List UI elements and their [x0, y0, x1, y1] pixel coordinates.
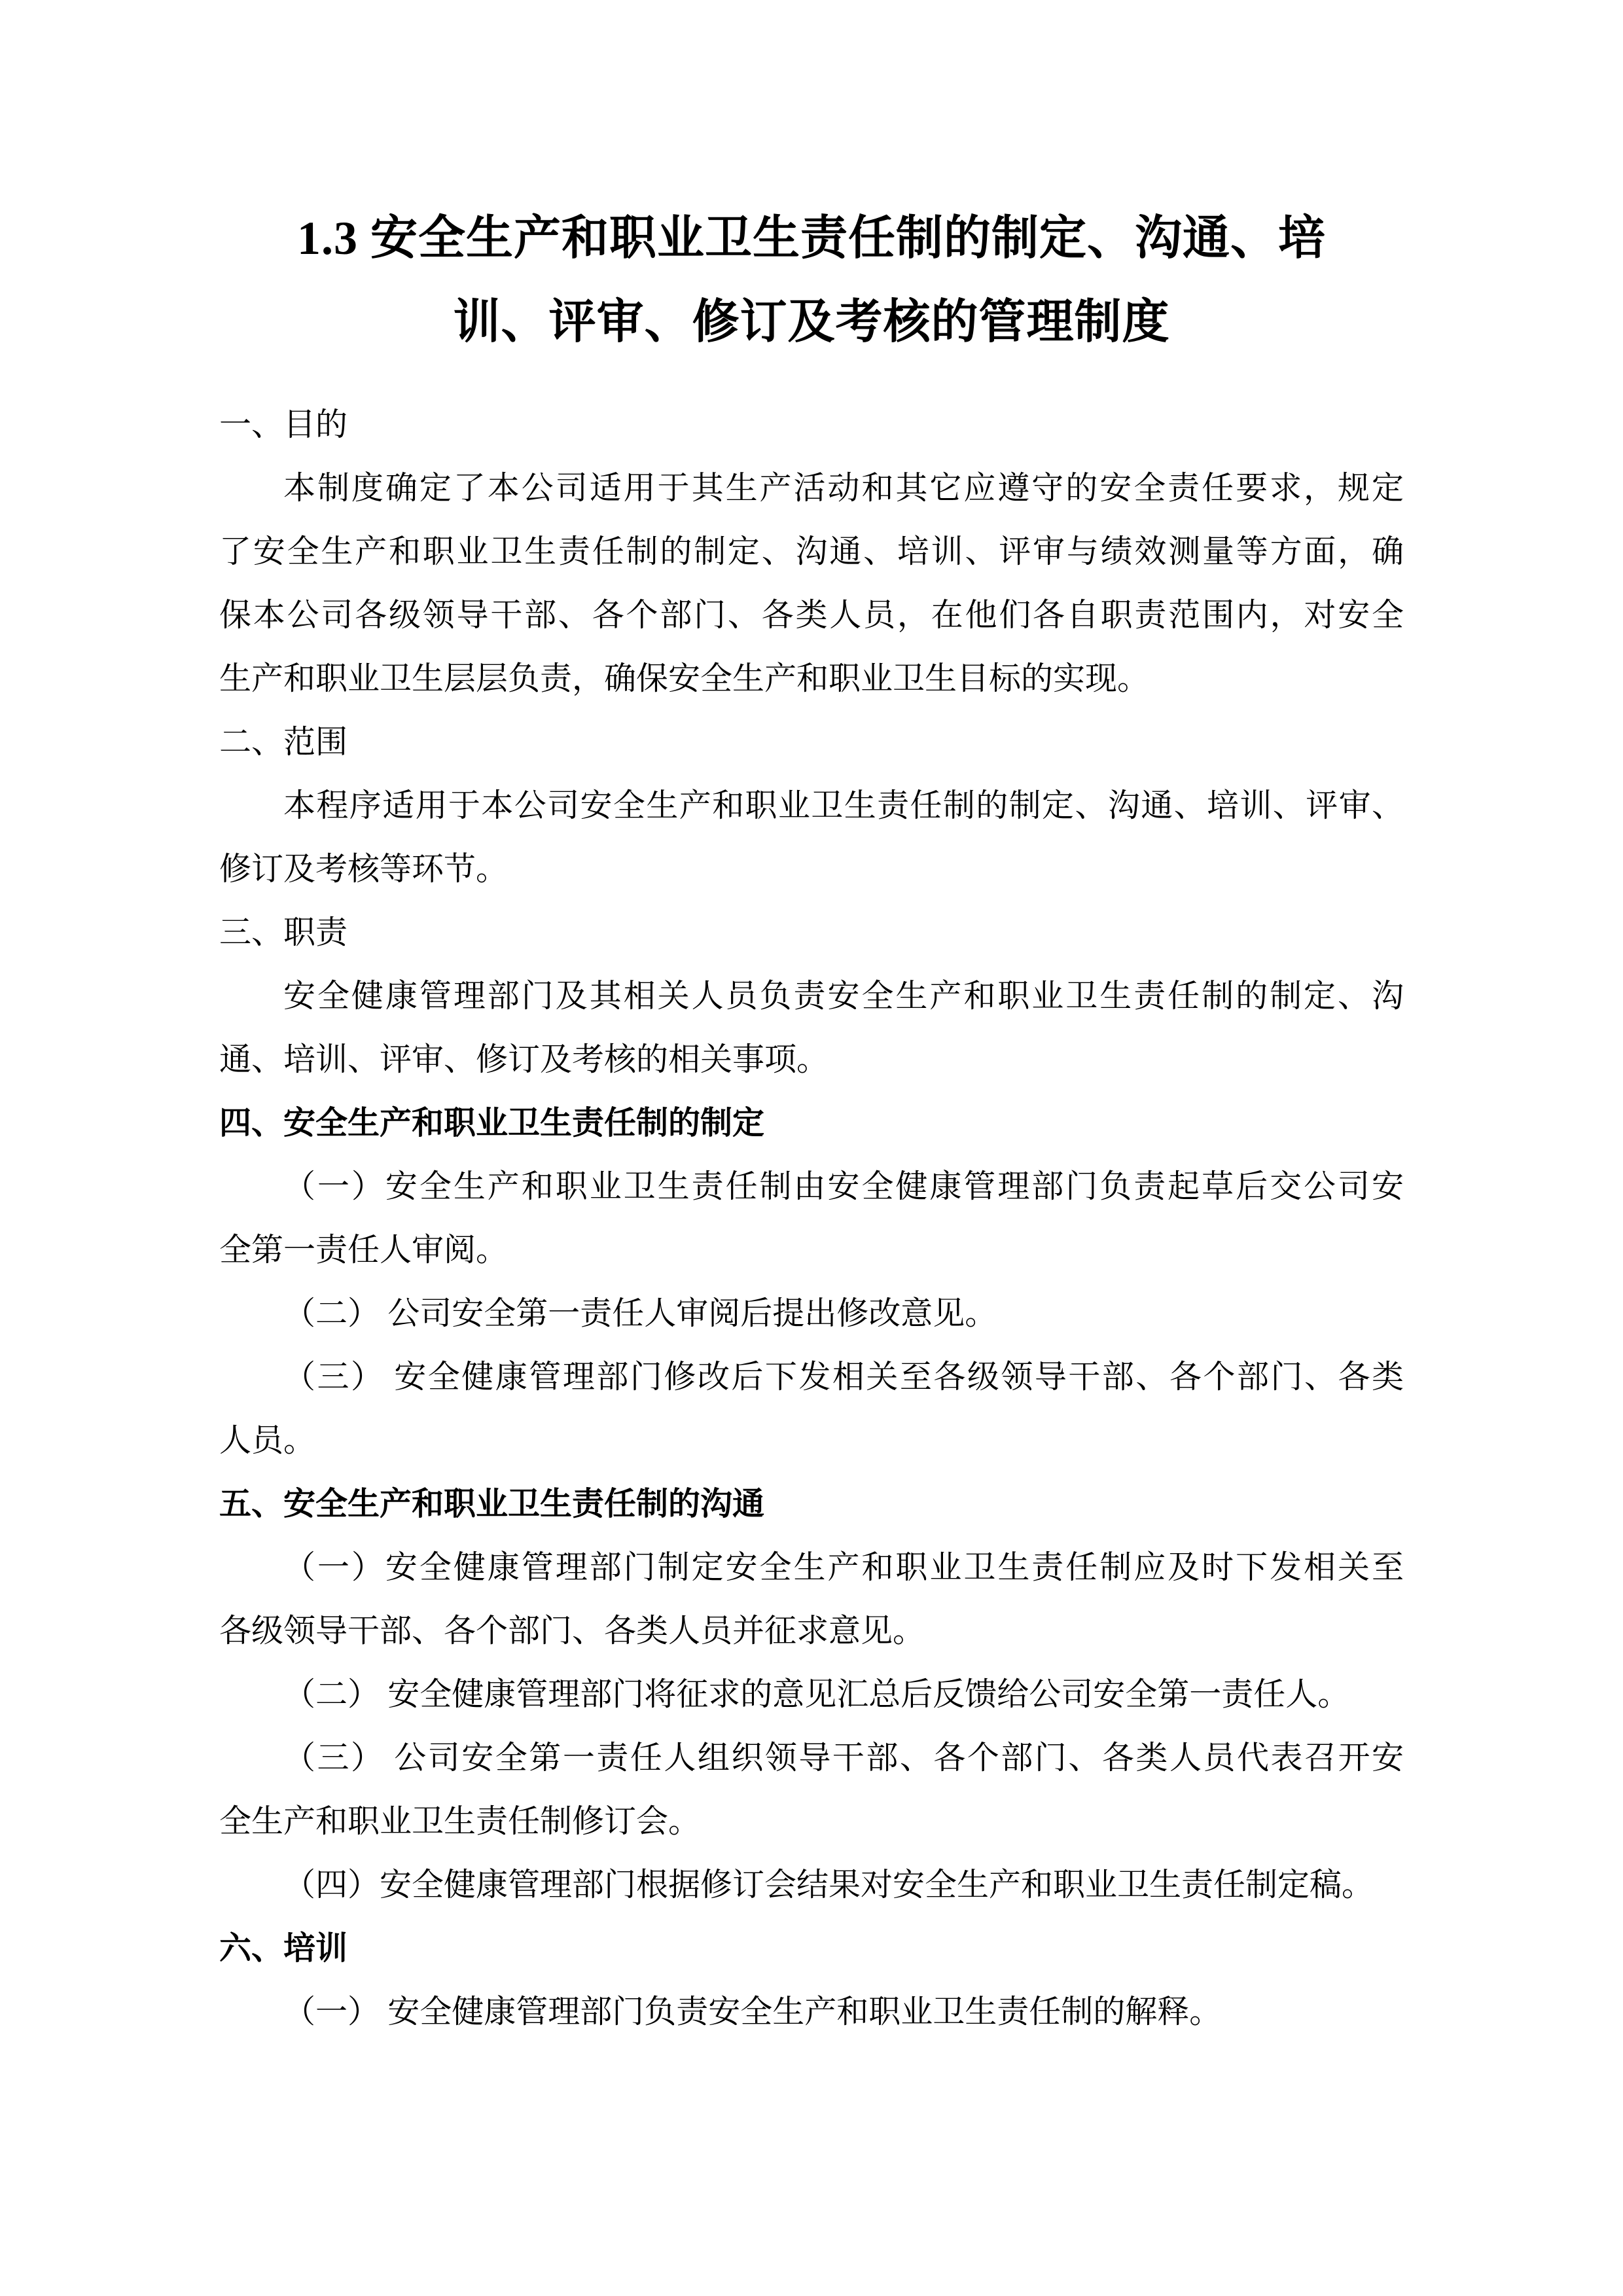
heading-training: 六、培训: [219, 1930, 348, 1966]
para-training-item1: （一） 安全健康管理部门负责安全生产和职业卫生责任制的解释。: [283, 1994, 1222, 2030]
para-purpose-line-1: 本制度确定了本公司适用于其生产活动和其它应遵守的安全责任要求，规定: [283, 470, 1404, 506]
para-purpose-line-2: 了安全生产和职业卫生责任制的制定、沟通、培训、评审与绩效测量等方面，确: [219, 533, 1404, 569]
document-title: [0, 0, 1623, 364]
heading-scope: 二、范围: [219, 724, 348, 760]
para-purpose-line-3: 保本公司各级领导干部、各个部门、各类人员，在他们各自职责范围内，对安全: [219, 597, 1404, 633]
para-scope-line-2: 修订及考核等环节。: [219, 851, 508, 887]
heading-communication: 五、安全生产和职业卫生责任制的沟通: [219, 1486, 765, 1522]
para-communication-item4: （四）安全健康管理部门根据修订会结果对安全生产和职业卫生责任制定稿。: [283, 1867, 1374, 1903]
para-formulation-item3-line2: 人员。: [219, 1422, 316, 1458]
para-communication-item3-line1: （三） 公司安全第一责任人组织领导干部、各个部门、各类人员代表召开安: [283, 1740, 1404, 1776]
para-communication-item1-line1: （一）安全健康管理部门制定安全生产和职业卫生责任制应及时下发相关至: [283, 1549, 1404, 1585]
para-formulation-item1-line1: （一）安全生产和职业卫生责任制由安全健康管理部门负责起草后交公司安: [283, 1168, 1404, 1204]
para-communication-item1-line2: 各级领导干部、各个部门、各类人员并征求意见。: [219, 1613, 925, 1649]
para-formulation-item2: （二） 公司安全第一责任人审阅后提出修改意见。: [283, 1295, 997, 1331]
para-formulation-item1-line2: 全第一责任人审阅。: [219, 1232, 508, 1268]
para-purpose-line-4: 生产和职业卫生层层负责，确保安全生产和职业卫生目标的实现。: [219, 660, 1150, 696]
heading-responsibility: 三、职责: [219, 914, 348, 950]
title-line-2: 训、评审、修订及考核的管理制度: [453, 296, 1170, 348]
para-communication-item2: （二） 安全健康管理部门将征求的意见汇总后反馈给公司安全第一责任人。: [283, 1676, 1350, 1712]
document-body: [0, 393, 1623, 2043]
para-scope-line-1: 本程序适用于本公司安全生产和职业卫生责任制的制定、沟通、培训、评审、: [283, 787, 1404, 823]
para-formulation-item3-line1: （三） 安全健康管理部门修改后下发相关至各级领导干部、各个部门、各类: [283, 1359, 1404, 1395]
para-communication-item3-line2: 全生产和职业卫生责任制修订会。: [219, 1803, 701, 1839]
para-responsibility-line-1: 安全健康管理部门及其相关人员负责安全生产和职业卫生责任制的制定、沟: [283, 978, 1404, 1014]
title-line-1: 1.3 安全生产和职业卫生责任制的制定、沟通、培: [296, 212, 1326, 264]
heading-purpose: 一、目的: [219, 406, 348, 442]
para-responsibility-line-2: 通、培训、评审、修订及考核的相关事项。: [219, 1041, 829, 1077]
heading-formulation: 四、安全生产和职业卫生责任制的制定: [219, 1105, 765, 1141]
